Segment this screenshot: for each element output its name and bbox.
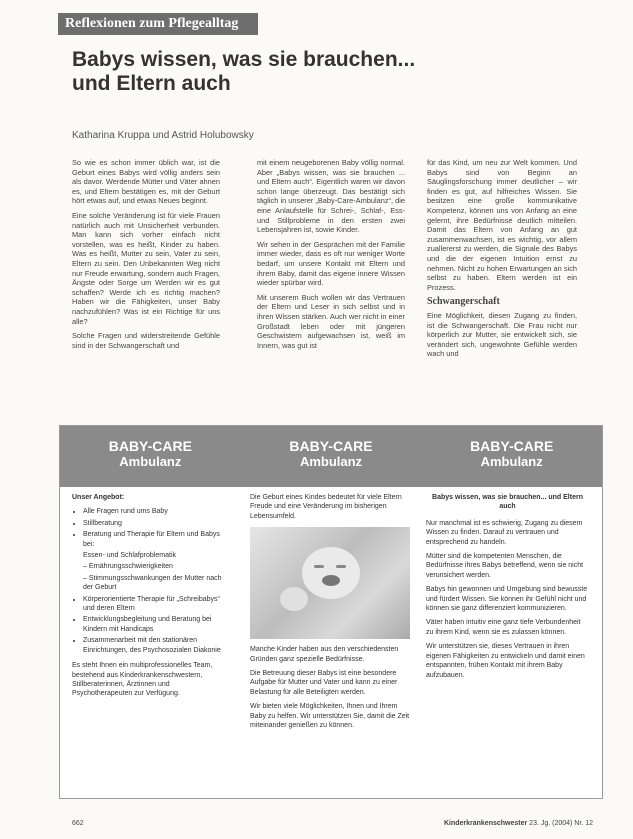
paragraph: Wir bieten viele Möglichkeiten, Ihnen und Ihrem Baby zu helfen. Wir unterstützen Sie, damit die Zeit miteinander genießen zu können.: [250, 703, 410, 730]
paragraph: für das Kind, um neu zur Welt kommen. Und Babys sind von Beginn an Säuglingsforschung immer deutlicher – wir finden es gut, auf hilfreiches Wissen. Sie besitzen eine große kommunikative Kompetenz, können uns von Anfang an eine gelernt, ihre Bedürfnisse deutlich mitteilen. Damit das Eltern von Anfang an gut zusammenwachsen, ist es wichtig, vor allem zuallererst zu werden, die Signale des Babys und die der eigenen Intuition ernst zu nehmen. Nicht zu hohen Erwartungen an sich selbst zu haben. Eltern werden ist ein Prozess.: [427, 158, 577, 292]
paragraph: Mit unserem Buch wollen wir das Vertrauen der Eltern und Leser in sich selbst und in ihren Wissen stärken. Auch wer nicht in einer Großstadt leben oder mit jüngeren Geschwistern aufgewachsen ist, weiß im Innern, was gut ist: [257, 292, 405, 350]
brand-line1: BABY-CARE: [289, 438, 373, 454]
journal-name: Kinderkrankenschwester: [443, 820, 528, 827]
brand-logo: [60, 426, 241, 487]
article-column-2: [257, 158, 405, 355]
box-column-middle: [250, 493, 410, 735]
paragraph: Väter haben intuitiv eine ganz tiefe Verbundenheit zu ihrem Kind, wenn sie es zulassen können.: [426, 619, 581, 636]
paragraph: mit einem neugeborenen Baby völlig normal. Aber „Babys wissen, was sie brauchen ... und Eltern auch“. Eigentlich waren wir davon schon lange überzeugt. Das bestätigt sich täglich in unserer „Baby-Care-Ambulanz“, die eine Anlaufstelle für Schrei-, Schlaf-, Ess- und Stillprobleme in den ersten zwei Lebensjahren ist, sowie Kinder.: [257, 158, 405, 235]
list-item: • Entwicklungsbegleitung und Beratung bei Kindern mit Handicaps: [83, 615, 230, 634]
box-right-title: Babys wissen, was sie brauchen... und Eltern auch: [432, 494, 583, 511]
subheading-schwangerschaft: Schwangerschaft: [427, 296, 500, 308]
list-item: – Ernährungsschwierigkeiten: [83, 563, 173, 571]
baby-care-info-box: [59, 425, 603, 799]
paragraph: Manche Kinder haben aus den verschiedensten Gründen ganz spezielle Bedürfnisse.: [250, 646, 399, 663]
photo-eye: [314, 565, 324, 568]
brand-logo: [241, 426, 422, 487]
paragraph: Mütter sind die kompetenten Menschen, die Bedürfnisse ihres Babys betreffend, wenn sie nicht verunsichert werden.: [426, 553, 584, 579]
box-header: [60, 426, 602, 487]
paragraph: So wie es schon immer üblich war, ist die Geburt eines Babys wird völlig anders sein als davor. Werdende Mütter und Väter ahnen es, und Eltern bestätigen es, mit der Geburt hört etwas auf, und etwas Neues beginnt.: [72, 158, 220, 206]
paragraph: Babys hin gewonnen und Umgebung sind bewusste und fürdert Wissen. Sie können ihr Gefühl nicht und können sie ganz differenziert kommunizieren.: [426, 586, 588, 613]
list-item: • Zusammenarbeit mit den stationären Einrichtungen, des Psychosozialen Diakonie: [83, 636, 230, 655]
article-authors: Katharina Kruppa und Astrid Holubowsky: [72, 130, 254, 141]
brand-logo: [421, 426, 602, 487]
article-column-3: [427, 158, 577, 364]
photo-baby-head: [302, 547, 360, 599]
offer-list: [72, 507, 230, 655]
paragraph: Nur manchmal ist es schwierig, Zugang zu diesem Wissen zu finden. Darauf zu vertrauen und entsprechend zu handeln.: [426, 519, 583, 546]
list-item: • Körperorientierte Therapie für „Schreibabys“ und deren Eltern: [83, 595, 230, 614]
journal-issue: 23. Jg. (2004) Nr. 12: [529, 820, 593, 827]
crying-baby-photo: [250, 527, 410, 639]
box-column-right: [426, 493, 589, 685]
brand-line2: Ambulanz: [299, 454, 363, 469]
list-item: • Alle Fragen rund ums Baby: [83, 507, 230, 516]
list-item: • Stillberatung: [83, 519, 230, 528]
team-paragraph: Es steht Ihnen ein multiprofessionelles Team, bestehend aus Kinderkrankenschwestern, Stillberaterinnen, Ärztinnen und Psychotherapeuten zur Verfügung.: [72, 662, 213, 698]
section-header-label: Reflexionen zum Pflegealltag: [65, 16, 239, 31]
page-number: 662: [72, 820, 84, 827]
photo-eye: [336, 565, 346, 568]
paragraph: Eine solche Veränderung ist für viele Frauen natürlich auch mit Unsicherheit verbunden. Man kann sich vorher einfach nicht vorstellen, was es heißt, Kinder zu haben. Was es heißt, Mutter zu sein, Vater zu sein, Eltern zu sein. Den Unbekannten Weg nicht nur Freude erwartung, sondern auch Fragen, Ängste oder Sorge um Werden wir es gut schaffen? Werde ich es richtig machen? Haben wir die Fähigkeiten, unser Baby nachzufühlen? Was ist ein Richtige für uns alle?: [72, 210, 220, 326]
list-item: • Beratung und Therapie für Eltern und Babys bei:: [83, 530, 230, 549]
article-column-1: [72, 158, 220, 355]
list-item: Essen- und Schlafproblematik: [83, 552, 176, 560]
article-title-line2: und Eltern auch: [72, 72, 231, 95]
paragraph: Die Geburt eines Kindes bedeutet für viele Eltern Freude und eine Veränderung im bisherigen Lebensumfeld.: [250, 494, 402, 520]
journal-footer: [444, 820, 593, 827]
list-item: – Stimmungsschwankungen der Mutter nach der Geburt: [83, 574, 222, 592]
paragraph: Eine Möglichkeit, diesen Zugang zu finden, ist die Schwangerschaft. Die Frau nicht nur körperlich zur Mutter, sie entwickelt sich, sie verändert sich, ungewohnte Gefühle werden wach und: [427, 310, 577, 359]
paragraph: Solche Fragen und widerstreitende Gefühle sind in der Schwangerschaft und: [72, 331, 220, 350]
brand-line1: BABY-CARE: [108, 438, 192, 454]
paragraph: Die Betreuung dieser Babys ist eine besondere Aufgabe für Mutter und Vater und kann zu einer Belastung für alle Beteiligten werden.: [250, 670, 398, 696]
paragraph: Wir unterstützen sie, dieses Vertrauen in ihren eigenen Fähigkeiten zu entwickeln und damit einen entspannten, frühen Kontakt mit ihrem Baby aufzubauen.: [426, 643, 585, 679]
brand-line2: Ambulanz: [119, 454, 182, 469]
article-title: [72, 48, 532, 96]
article-title-line1: Babys wissen, was sie brauchen...: [72, 48, 416, 71]
section-header: [58, 13, 258, 35]
offer-title: Unser Angebot:: [72, 494, 125, 501]
brand-line1: BABY-CARE: [470, 438, 554, 454]
paragraph: Wir sehen in der Gesprächen mit der Familie immer wieder, dass es oft nur weniger Worte bedarf, um unsere Kontakt mit Eltern und ihrem Baby, damit das eigene innere Wissen wieder spürbar wird.: [257, 239, 405, 288]
brand-line2: Ambulanz: [480, 454, 543, 469]
box-column-offer: [72, 493, 230, 704]
